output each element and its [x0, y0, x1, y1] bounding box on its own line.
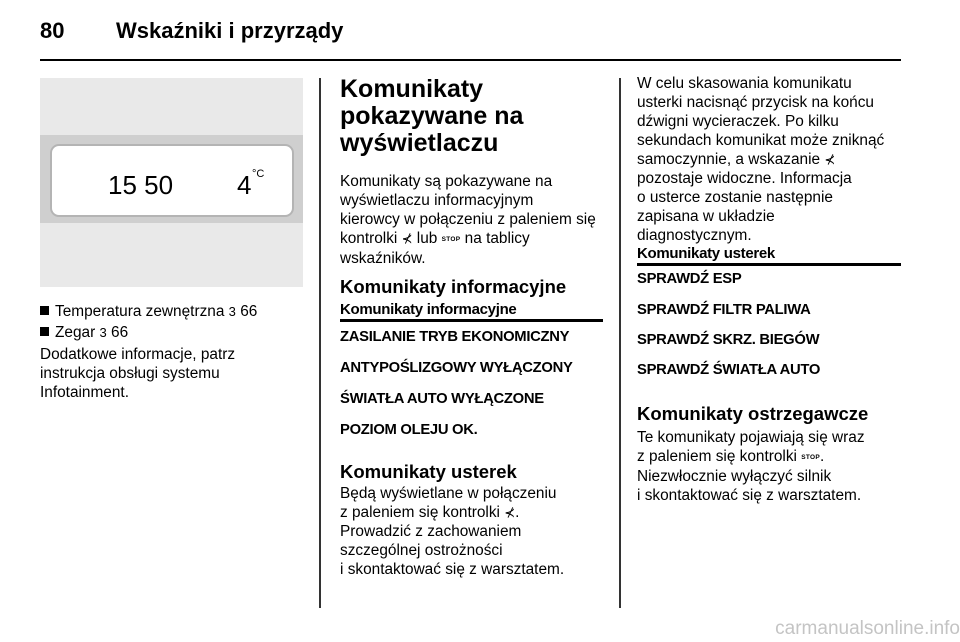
text-line: wskaźników.	[340, 250, 426, 267]
text-line: kierowcy w połączeniu z paleniem się	[340, 211, 596, 228]
fault-message: SPRAWDŹ ESP	[637, 271, 742, 287]
fault-message: SPRAWDŹ FILTR PALIWA	[637, 302, 811, 318]
column-divider	[319, 78, 321, 608]
info-message: ŚWIATŁA AUTO WYŁĄCZONE	[340, 391, 544, 407]
text-line: samoczynnie, a wskazanie ⊀	[637, 151, 836, 168]
text-line: o usterce zostanie następnie	[637, 189, 833, 206]
text-line: Będą wyświetlane w połączeniu	[340, 485, 557, 502]
reset-paragraph	[637, 74, 884, 245]
info-message: ANTYPOŚLIZGOWY WYŁĄCZONY	[340, 360, 573, 376]
fault-paragraph	[340, 484, 564, 579]
text-line: instrukcja obsługi systemu	[40, 365, 220, 382]
subheading-rule	[340, 319, 603, 322]
text-line: dźwigni wycieraczek. Po kilku	[637, 113, 839, 130]
reference-arrow-icon: 3	[228, 304, 236, 319]
display-temperature: 4	[237, 170, 252, 200]
list-item-text: Temperatura zewnętrzna	[55, 303, 225, 320]
text-line: wyświetlaczu informacyjnym	[340, 192, 534, 209]
text-line: i skontaktować się z warsztatem.	[340, 561, 565, 578]
text-line: kontrolki ⊀ lub STOP na tablicy	[340, 230, 530, 247]
text-line: usterki nacisnąć przycisk na końcu	[637, 94, 874, 111]
text-line: Prowadzić z zachowaniem	[340, 523, 522, 540]
text-line: zapisana w układzie	[637, 208, 775, 225]
stop-warning-icon: STOP	[441, 236, 461, 243]
text-line: szczególnej ostrożności	[340, 542, 503, 559]
subheading-rule	[637, 263, 901, 266]
intro-paragraph	[340, 172, 596, 268]
infotainment-note	[40, 345, 235, 402]
bullet-icon	[40, 327, 49, 336]
column-divider	[619, 78, 621, 608]
display-temperature-unit: °C	[252, 168, 265, 180]
list-item	[40, 302, 257, 321]
info-message: POZIOM OLEJU OK.	[340, 422, 478, 438]
text-line: W celu skasowania komunikatu	[637, 75, 852, 92]
header-rule	[40, 59, 901, 61]
text-line: z paleniem się kontrolki STOP.	[637, 448, 825, 465]
watermark: carmanualsonline.info	[775, 618, 960, 639]
reference-arrow-icon: 3	[99, 325, 107, 340]
warning-paragraph	[637, 428, 865, 505]
section-heading	[340, 76, 523, 157]
text-line: i skontaktować się z warsztatem.	[637, 487, 862, 504]
text-line: Niezwłocznie wyłączyć silnik	[637, 468, 832, 485]
heading-line: pokazywane na	[340, 102, 524, 130]
bullet-icon	[40, 306, 49, 315]
info-messages-heading: Komunikaty informacyjne	[340, 276, 567, 297]
info-display	[50, 144, 294, 217]
list-item	[40, 323, 128, 342]
text-line: pozostaje widoczne. Informacja	[637, 170, 852, 187]
text-line: z paleniem się kontrolki ⊀.	[340, 504, 520, 521]
display-clock: 15 50	[108, 170, 174, 200]
heading-line: Komunikaty	[340, 75, 484, 103]
text-line: Dodatkowe informacje, patrz	[40, 346, 236, 363]
info-messages-subheading: Komunikaty informacyjne	[340, 301, 517, 318]
stop-warning-icon: STOP	[801, 454, 821, 461]
fault-message: SPRAWDŹ ŚWIATŁA AUTO	[637, 362, 821, 378]
text-line: sekundach komunikat może zniknąć	[637, 132, 885, 149]
text-line: diagnostycznym.	[637, 227, 752, 244]
text-line: Infotainment.	[40, 384, 129, 401]
fault-message: SPRAWDŹ SKRZ. BIEGÓW	[637, 332, 820, 348]
info-message: ZASILANIE TRYB EKONOMICZNY	[340, 329, 570, 345]
page-reference[interactable]: 66	[111, 324, 129, 341]
heading-line: wyświetlaczu	[340, 129, 499, 157]
text-line: Komunikaty są pokazywane na	[340, 173, 553, 190]
text-line: Te komunikaty pojawiają się wraz	[637, 429, 865, 446]
service-warning-icon: ⊀	[401, 231, 413, 246]
service-warning-icon: ⊀	[504, 505, 516, 520]
fault-messages-subheading: Komunikaty usterek	[637, 245, 775, 262]
warning-messages-heading: Komunikaty ostrzegawcze	[637, 403, 869, 424]
page-reference[interactable]: 66	[240, 303, 258, 320]
page-number: 80	[40, 18, 65, 43]
service-warning-icon: ⊀	[824, 152, 836, 167]
fault-messages-heading: Komunikaty usterek	[340, 461, 517, 482]
page-header-title: Wskaźniki i przyrządy	[116, 18, 344, 43]
list-item-text: Zegar	[55, 324, 96, 341]
